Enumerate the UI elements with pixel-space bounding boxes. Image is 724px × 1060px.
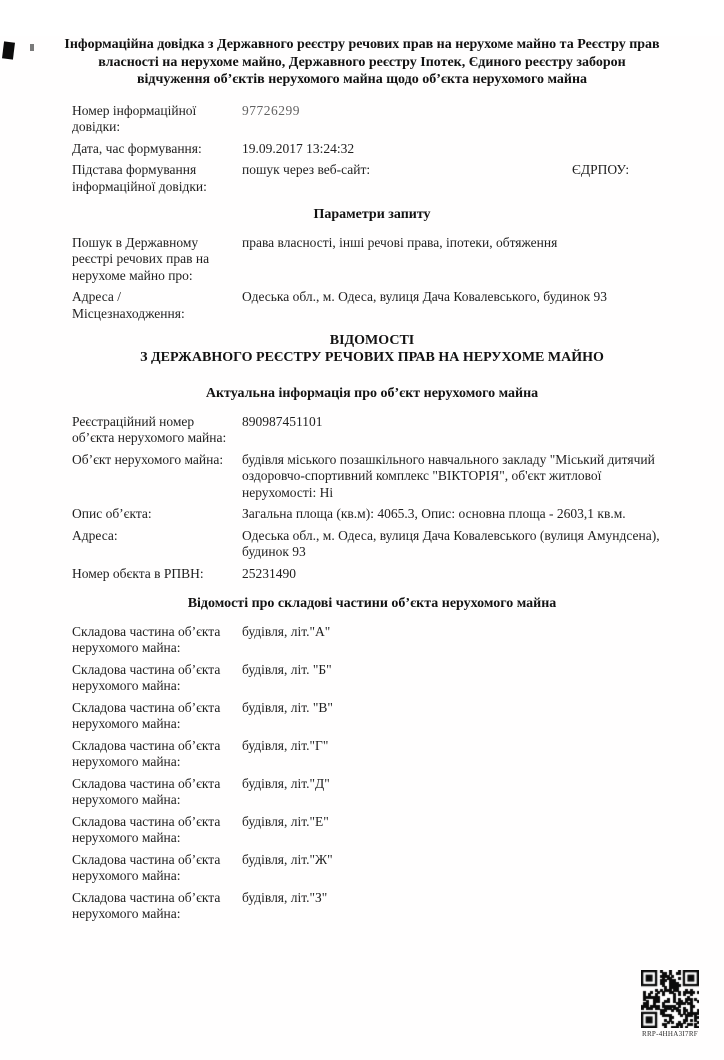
component-label: Складова частина об’єкта нерухомого майна: [72, 737, 221, 769]
scan-artifact [2, 41, 15, 59]
component-row [72, 700, 672, 733]
component-label: Складова частина об’єкта нерухомого майна: [72, 813, 221, 845]
component-value: будівля, літ."Е" [242, 813, 329, 829]
field-value: пошук через веб-сайт: [242, 162, 371, 177]
component-row [72, 890, 672, 923]
component-value: будівля, літ."З" [242, 889, 328, 905]
query-params-title: Параметри запиту [313, 207, 431, 222]
field-label: Реєстраційний номер об’єкта нерухомого майна: [72, 413, 227, 445]
component-label: Складова частина об’єкта нерухомого майна: [72, 889, 221, 921]
field-label: Опис об’єкта: [72, 506, 152, 521]
document-body [0, 89, 724, 923]
qr-block [634, 970, 706, 1039]
field-value: Загальна площа (кв.м): 4065.3, Опис: основна площа - 2603,1 кв.м. [242, 506, 626, 521]
field-row [72, 528, 672, 561]
component-label: Складова частина об’єкта нерухомого майна: [72, 699, 221, 731]
actual-info-section [72, 414, 672, 583]
edrpou-label: ЄДРПОУ: [572, 162, 630, 177]
component-row [72, 852, 672, 885]
component-value: будівля, літ."Ж" [242, 851, 333, 867]
field-row [72, 103, 672, 136]
actual-info-title: Актуальна інформація про об’єкт нерухомого майна [205, 386, 539, 401]
query-params-section [72, 235, 672, 323]
field-row [72, 162, 672, 195]
field-label: Підстава формування інформаційної довідки: [72, 162, 207, 194]
component-value: будівля, літ."Г" [242, 737, 329, 753]
component-row [72, 738, 672, 771]
clipped-number-text: 97726299 [242, 102, 300, 118]
field-row [72, 566, 672, 583]
meta-section [72, 103, 672, 196]
component-row [72, 776, 672, 809]
field-row [72, 289, 672, 322]
component-value: будівля, літ. "В" [242, 699, 333, 715]
registry-heading-line1: ВІДОМОСТІ [329, 333, 415, 348]
document-title: Інформаційна довідка з Державного реєстру речових прав на нерухоме майно та Реєстру прав власності на нерухоме майно, Державного реєстру Іпотек, Єдиного реєстру заборон відчуження об’єктів нерухомого майна щодо об’єкта нерухомого майна [64, 37, 660, 87]
component-row [72, 624, 672, 657]
scan-artifact [30, 44, 34, 51]
field-value: 19.09.2017 13:24:32 [242, 140, 355, 156]
field-value: 890987451101 [242, 413, 323, 429]
field-label: Пошук в Державному реєстрі речових прав на нерухоме майно про: [72, 234, 210, 283]
registry-heading-line2: З ДЕРЖАВНОГО РЕЄСТРУ РЕЧОВИХ ПРАВ НА НЕРУХОМЕ МАЙНО [140, 350, 604, 365]
component-value: будівля, літ."А" [242, 623, 331, 639]
clipped-number [242, 102, 300, 118]
qr-caption: RRP-4HHA3I7RF [641, 1030, 699, 1038]
field-row [72, 452, 672, 502]
field-label: Об’єкт нерухомого майна: [72, 451, 224, 467]
component-row [72, 814, 672, 847]
field-value: Одеська обл., м. Одеса, вулиця Дача Ковалевського (вулиця Амундсена), будинок 93 [242, 527, 660, 559]
field-label: Адреса / Місцезнаходження: [72, 289, 185, 321]
field-value: 25231490 [242, 565, 296, 581]
component-label: Складова частина об’єкта нерухомого майна: [72, 851, 221, 883]
field-row [72, 235, 672, 285]
field-value: Одеська обл., м. Одеса, вулиця Дача Ковалевського, будинок 93 [242, 289, 608, 304]
component-label: Складова частина об’єкта нерухомого майна: [72, 775, 221, 807]
field-row [72, 414, 672, 447]
component-value: будівля, літ. "Б" [242, 661, 332, 677]
component-row [72, 662, 672, 695]
field-label: Номер обєкта в РПВН: [72, 565, 204, 581]
field-value: будівля міського позашкільного навчального закладу "Міський дитячий оздоровчо-спортивний комплекс "ВІКТОРІЯ", об'єкт житлової нерухомості: Ні [242, 451, 655, 500]
components-title: Відомості про складові частини об’єкта нерухомого майна [187, 596, 557, 611]
field-value: права власності, інші речові права, іпотеки, обтяження [242, 234, 558, 250]
component-value: будівля, літ."Д" [242, 775, 330, 791]
document-page [0, 36, 724, 1060]
field-value [242, 103, 300, 136]
field-label: Номер інформаційної довідки: [72, 102, 197, 134]
qr-code [641, 970, 699, 1028]
field-row [72, 141, 672, 158]
component-label: Складова частина об’єкта нерухомого майна: [72, 623, 221, 655]
components-section [72, 624, 672, 923]
field-label: Адреса: [72, 527, 118, 543]
field-row [72, 506, 672, 523]
field-label: Дата, час формування: [72, 140, 202, 156]
component-label: Складова частина об’єкта нерухомого майна: [72, 661, 221, 693]
